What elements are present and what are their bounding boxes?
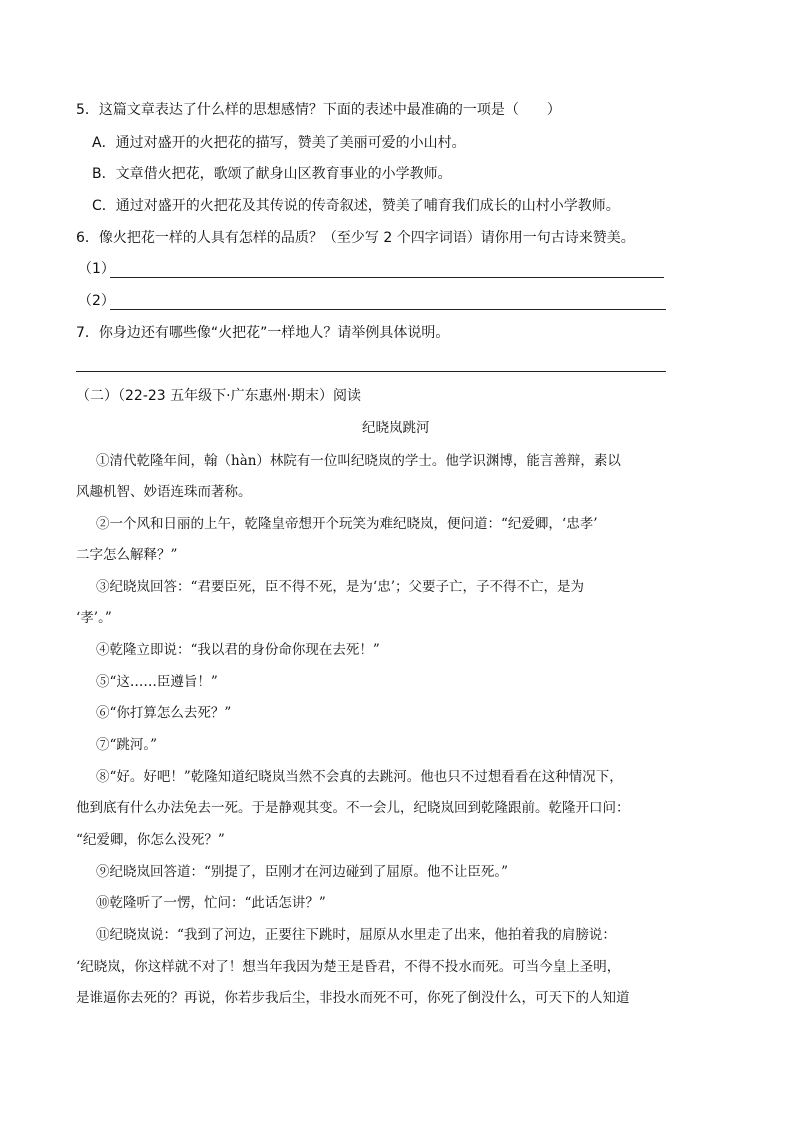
passage-line: 二字怎么解释？” <box>76 547 178 563</box>
passage-line: ⑨纪晓岚回答道：“别提了，臣刚才在河边碰到了屈原。他不让臣死。” <box>96 864 509 880</box>
passage-line: ③纪晓岚回答：“君要臣死，臣不得不死，是为‘忠’；父要子亡，子不得不亡，是为 <box>96 579 584 595</box>
passage-line: “纪爱卿，你怎么没死？” <box>76 832 225 848</box>
question-6-blank-2-label: （2） <box>78 293 115 309</box>
passage-line: ⑪纪晓岚说：“我到了河边，正要往下跳时，屈原从水里走了出来，他拍着我的肩膀说： <box>96 927 616 943</box>
question-6-blank-2-line[interactable] <box>110 309 666 310</box>
passage-line: 他到底有什么办法免去一死。于是静观其变。不一会儿，纪晓岚回到乾隆跟前。乾隆开口问： <box>76 800 630 816</box>
question-6-blank-1-line[interactable] <box>110 277 664 278</box>
question-5-option-b: B．文章借火把花，歌颂了献身山区教育事业的小学教师。 <box>92 166 452 182</box>
question-7-answer-line[interactable] <box>76 371 666 372</box>
question-5-option-a: A．通过对盛开的火把花的描写，赞美了美丽可爱的小山村。 <box>92 135 466 151</box>
passage-line: ⑧“好。好吧！”乾隆知道纪晓岚当然不会真的去跳河。他也只不过想看看在这种情况下， <box>96 769 623 785</box>
passage-line: ⑩乾隆听了一愣，忙问：“此话怎讲？” <box>96 895 326 911</box>
passage-line: 是谁逼你去死的？再说，你若步我后尘，非投水而死不可，你死了倒没什么，可天下的人知道 <box>76 990 630 1006</box>
question-6-blank-1-label: （1） <box>78 261 115 277</box>
passage-line: ②一个风和日丽的上午，乾隆皇帝想开个玩笑为难纪晓岚，便问道：“纪爱卿，‘忠孝’ <box>96 516 598 532</box>
passage-line: ⑤“这……臣遵旨！” <box>96 674 218 690</box>
passage-line: ①清代乾隆年间，翰（hàn）林院有一位叫纪晓岚的学士。他学识渊博，能言善辩，素以 <box>96 453 621 469</box>
passage-title: 纪晓岚跳河 <box>362 420 430 436</box>
passage-line: ⑦“跳河。” <box>96 737 158 753</box>
passage-line: ⑥“你打算怎么去死？” <box>96 705 232 721</box>
question-6-stem: 6．像火把花一样的人具有怎样的品质？（至少写 2 个四字词语）请你用一句古诗来赞美。 <box>76 230 635 246</box>
passage-line: ‘孝’。” <box>76 610 112 626</box>
passage-line: 风趣机智、妙语连珠而著称。 <box>76 484 252 500</box>
section-heading: （二）（22-23 五年级下·广东惠州·期末）阅读 <box>76 388 362 404</box>
passage-line: ④乾隆立即说：“我以君的身份命你现在去死！” <box>96 642 380 658</box>
question-7-stem: 7．你身边还有哪些像“火把花”一样地人？请举例具体说明。 <box>76 325 450 341</box>
passage-line: ‘纪晓岚，你这样就不对了！想当年我因为楚王是昏君，不得不投水而死。可当今皇上圣明， <box>76 959 621 975</box>
question-5-option-c: C．通过对盛开的火把花及其传说的传奇叙述，赞美了哺育我们成长的山村小学教师。 <box>92 198 620 214</box>
question-5-stem: 5．这篇文章表达了什么样的思想感情？下面的表述中最准确的一项是（ ） <box>76 102 561 118</box>
